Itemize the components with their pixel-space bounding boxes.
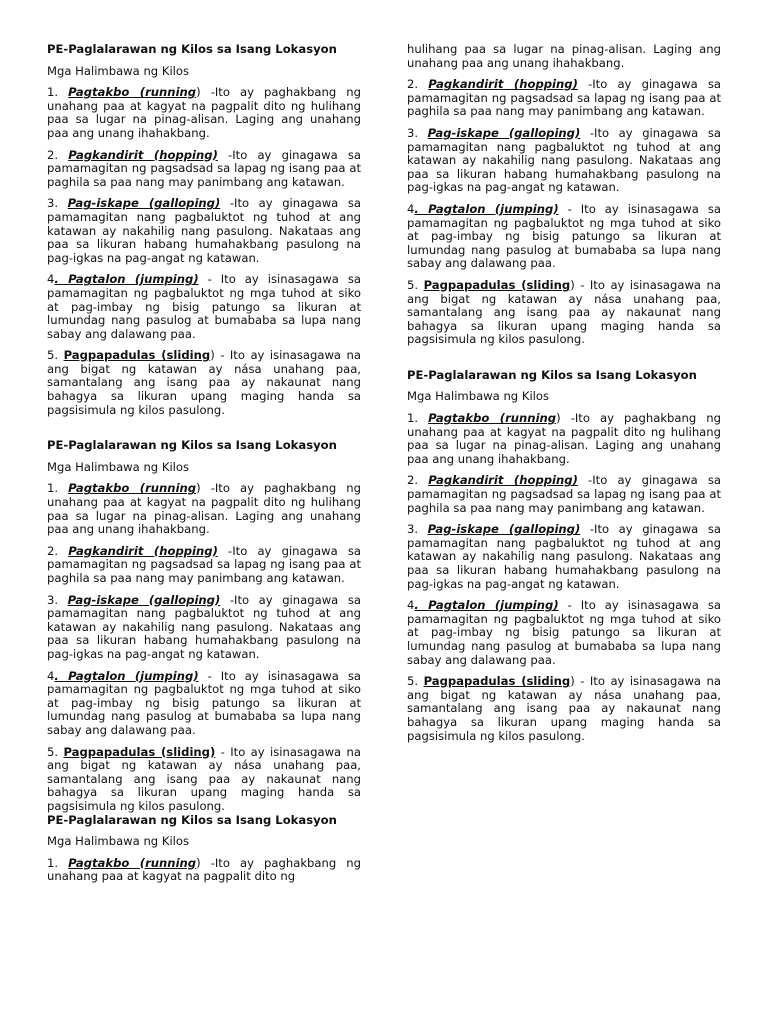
section-title: PE-Paglalarawan ng Kilos sa Isang Lokasyon (407, 367, 697, 382)
item-term: Pagpapadulas (sliding) (63, 744, 216, 759)
item-term: Pagtakbo (running (68, 481, 197, 496)
item-number: 2. (407, 473, 419, 488)
item-description: ) - Ito ay isinasagawa na ang bigat ng katawan ay násа unahang paa, samantalang ang isang paa ay nakaunat nang bahagya sa likuran upang maging handa sa pagsisimula ng kilos pasulong. (407, 277, 721, 347)
item-term: Pag-iskape (galloping) (67, 196, 221, 211)
item-term: Pagtakbo (running (428, 411, 557, 426)
item-number: 3. (47, 196, 59, 211)
item-term: Pagkandirit (hopping) (428, 77, 578, 92)
item-term: Pagtakbo (running (68, 85, 197, 100)
item-number: 2. (407, 77, 419, 92)
list-item (407, 203, 721, 271)
item-number: 5. (407, 277, 419, 292)
item-term: Pagpapadulas (sliding (423, 277, 571, 292)
item-term: . Pagtalon (jumping) (54, 668, 199, 683)
section-title: PE-Paglalarawan ng Kilos sa Isang Lokasyon (47, 812, 337, 827)
item-number: 1. (407, 411, 419, 426)
item-term: Pagpapadulas (sliding (423, 674, 571, 689)
section-subtitle: Mga Halimbawa ng Kilos (47, 459, 190, 474)
list-item (47, 349, 361, 417)
item-term: Pag-iskape (galloping) (427, 125, 581, 140)
item-number: 4 (47, 668, 55, 683)
list-item (407, 599, 721, 667)
item-number: 3. (407, 125, 419, 140)
section-subtitle: Mga Halimbawa ng Kilos (47, 834, 190, 849)
item-number: 2. (47, 543, 59, 558)
item-term: Pag-iskape (galloping) (427, 522, 581, 537)
item-description: -Ito ay ginagawa sa pamamagitan nang pagbaluktot ng tuhod at ang katawan ay nakahilig nang pasulong. Nakataas ang paa sa likuran habang humahakbang pasulong na pag-igkas na pag-angat ng katawan. (407, 125, 721, 195)
list-item (407, 78, 721, 119)
section-subtitle: Mga Halimbawa ng Kilos (47, 63, 190, 78)
item-description: ) -Ito ay paghakbang ng unahang paa at kagyat na pagpalit dito ng hulihang paa sa lugar na pinag-alisan. Laging ang unahang paa ang unang ihahakbang. (47, 85, 361, 140)
item-description: ) -Ito ay paghakbang ng unahang paa at kagyat na pagpalit dito ng hulihang paa sa lugar na pinag-alisan. Laging ang unahang paa ang unang ihahakbang. (407, 411, 721, 466)
item-term: Pagkandirit (hopping) (68, 147, 218, 162)
item-term: . Pagtalon (jumping) (54, 272, 199, 287)
item-term: Pagkandirit (hopping) (428, 473, 578, 488)
item-number: 4 (47, 272, 55, 287)
item-number: 1. (47, 85, 59, 100)
item-number: 4 (407, 201, 415, 216)
list-item (47, 273, 361, 341)
item-term: Pagtakbo (running (68, 855, 197, 870)
item-number: 5. (47, 744, 59, 759)
item-number: 5. (47, 348, 59, 363)
item-term: Pagkandirit (hopping) (68, 543, 218, 558)
left-column (47, 43, 361, 892)
section-title: PE-Paglalarawan ng Kilos sa Isang Lokasyon (47, 42, 337, 56)
item-term: . Pagtalon (jumping) (414, 201, 559, 216)
right-column (407, 43, 721, 751)
item-number: 1. (47, 855, 59, 870)
item-term: Pag-iskape (galloping) (67, 592, 221, 607)
continued-text: hulihang paa sa lugar na pinag-alisan. Laging ang unahang paa ang unang ihahakbang. (407, 42, 721, 70)
list-item (407, 523, 721, 591)
item-description: -Ito ay ginagawa sa pamamagitan nang pagbaluktot ng tuhod at ang katawan ay nakahilig nang pasulong. Nakataas ang paa sa likuran habang humahakbang pasulong na pag-igkas na pag-angat ng katawan. (407, 522, 721, 591)
item-term: Pagpapadulas (sliding (63, 348, 211, 363)
list-item (407, 412, 721, 466)
item-description: - Ito ay isinasagawa na ang bigat ng katawan ay násа unahang paa, samantalang ang isang paa ay nakaunat nang bahagya sa likuran upang maging handa sa pagsisimula ng kilos pasulong. (47, 744, 362, 813)
item-description: -Ito ay ginagawa sa pamamagitan ng pagsadsad sa lapag ng isang paa at paghila sa paa nang may panimbang ang katawan. (407, 77, 721, 119)
item-number: 3. (407, 522, 419, 537)
list-item (407, 474, 721, 515)
item-description: -Ito ay ginagawa sa pamamagitan nang pagbaluktot ng tuhod at ang katawan ay nakahilig nang pasulong. Nakataas ang paa sa likuran habang humahakbang pasulong na pag-igkas na pag-angat ng katawan. (47, 196, 361, 265)
list-item (47, 746, 361, 814)
item-description: ) -Ito ay paghakbang ng unahang paa at kagyat na pagpalit dito ng (47, 855, 361, 884)
item-description: ) - Ito ay isinasagawa na ang bigat ng katawan ay násа unahang paa, samantalang ang isang paa ay nakaunat nang bahagya sa likuran upang maging handa sa pagsisimula ng kilos pasulong. (47, 348, 361, 417)
section-title: PE-Paglalarawan ng Kilos sa Isang Lokasyon (47, 438, 337, 453)
item-description: ) -Ito ay paghakbang ng unahang paa at kagyat na pagpalit dito ng hulihang paa sa lugar na pinag-alisan. Laging ang unahang paa ang unang ihahakbang. (47, 481, 361, 537)
item-number: 1. (47, 481, 59, 496)
item-number: 5. (407, 674, 419, 689)
item-description: -Ito ay ginagawa sa pamamagitan ng pagsadsad sa lapag ng isang paa at paghila sa paa nang may panimbang ang katawan. (47, 543, 361, 585)
list-item (407, 675, 721, 743)
item-description: - Ito ay isinasagawa sa pamamagitan ng pagbaluktot ng mga tuhod at siko at pag-imbay ng bisig patungo sa likuran at lumundag nang pasulog at bumababa sa lupa nang sabay ang dalawang paa. (407, 598, 721, 667)
item-number: 3. (47, 592, 59, 607)
list-item (47, 197, 361, 265)
list-item (407, 127, 721, 195)
list-item (47, 670, 361, 738)
item-description: -Ito ay ginagawa sa pamamagitan ng pagsadsad sa lapag ng isang paa at paghila sa paa nang may panimbang ang katawan. (407, 473, 721, 515)
item-number: 2. (47, 147, 59, 162)
section-subtitle: Mga Halimbawa ng Kilos (407, 389, 550, 404)
list-item (407, 279, 721, 347)
item-description: ) - Ito ay isinasagawa na ang bigat ng katawan ay násа unahang paa, samantalang ang isang paa ay nakaunat nang bahagya sa likuran upang maging handa sa pagsisimula ng kilos pasulong. (407, 674, 721, 743)
item-description: - Ito ay isinasagawa sa pamamagitan ng pagbaluktot ng mga tuhod at siko at pag-imbay ng bisig patungo sa likuran at lumundag nang pasulog at bumababa sa lupa nang sabay ang dalawang paa. (407, 201, 721, 271)
list-item (47, 594, 361, 662)
item-term: . Pagtalon (jumping) (414, 598, 559, 613)
list-item (47, 857, 361, 884)
item-number: 4 (407, 598, 415, 613)
item-description: -Ito ay ginagawa sa pamamagitan ng pagsadsad sa lapag ng isang paa at paghila sa paa nang may panimbang ang katawan. (47, 147, 361, 189)
list-item (47, 149, 361, 190)
item-description: - Ito ay isinasagawa sa pamamagitan ng pagbaluktot ng mga tuhod at siko at pag-imbay ng bisig patungo sa likuran at lumundag nang pasulog at bumababa sa lupa nang sabay ang dalawang paa. (47, 668, 361, 737)
item-description: - Ito ay isinasagawa sa pamamagitan ng pagbaluktot ng mga tuhod at siko at pag-imbay ng bisig patungo sa likuran at lumundag nang pasulog at bumababa sa lupa nang sabay ang dalawang paa. (47, 272, 361, 341)
list-item (47, 545, 361, 586)
list-item (47, 482, 361, 536)
item-description: -Ito ay ginagawa sa pamamagitan nang pagbaluktot ng tuhod at ang katawan ay nakahilig nang pasulong. Nakataas ang paa sa likuran habang humahakbang pasulong na pag-igkas na pag-angat ng katawan. (47, 592, 361, 661)
list-item (47, 86, 361, 140)
